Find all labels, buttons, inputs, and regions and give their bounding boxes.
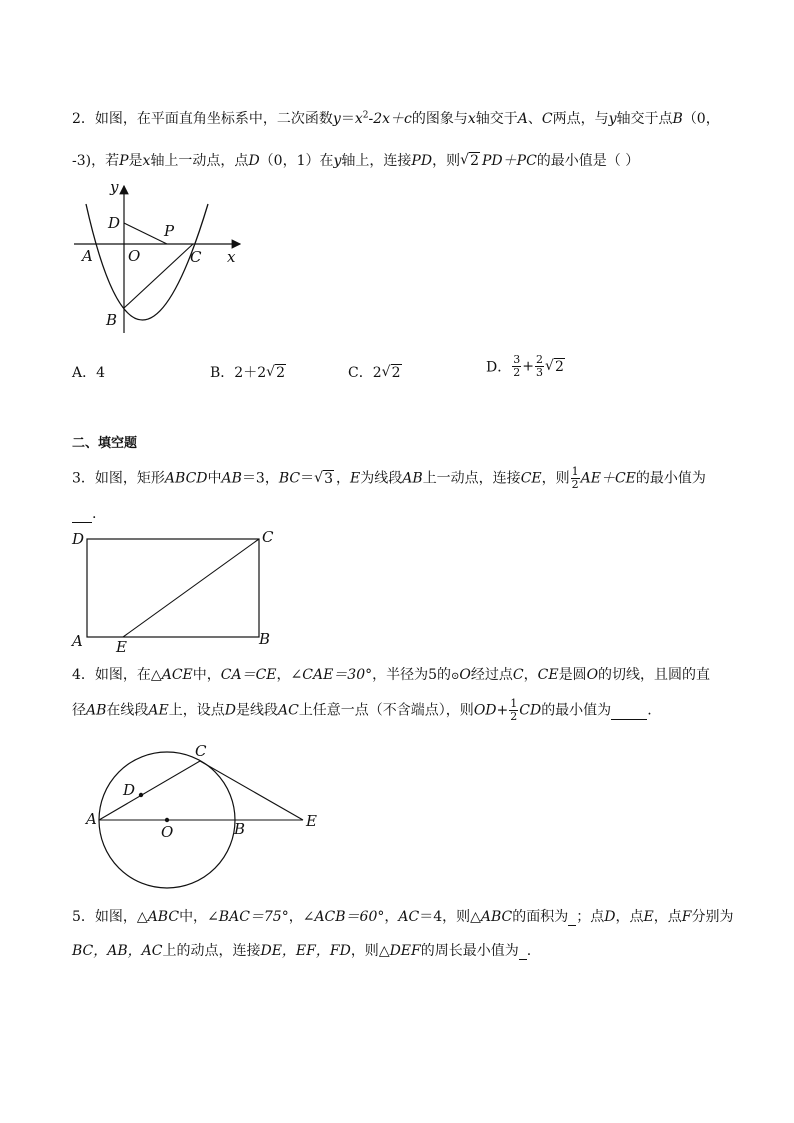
label-D: D [72, 530, 85, 548]
label-A: A [72, 632, 83, 650]
label-D: D [108, 214, 121, 232]
answer-blank[interactable] [519, 943, 527, 960]
option-b[interactable]: B．2＋2√ 2 [210, 362, 288, 382]
option-a[interactable]: A．4 [72, 365, 106, 381]
label-B: B [106, 311, 118, 329]
q3-line-2: . [72, 506, 96, 523]
label-y: y [110, 178, 119, 196]
segment-DP [124, 223, 167, 244]
label-B: B [234, 820, 246, 838]
label-C: C [262, 528, 274, 546]
section-title: 二、填空题 [72, 436, 138, 451]
segment-AC [99, 761, 200, 820]
label-B: B [259, 630, 271, 648]
label-C: C [195, 742, 207, 760]
q4-circle-figure [80, 740, 330, 870]
label-A: A [86, 810, 97, 828]
label-E: E [306, 812, 317, 830]
segment-CE [200, 761, 303, 820]
point-O [165, 818, 169, 822]
label-C: C [190, 248, 202, 266]
q3-line-1: 3．如图，矩形ABCD中AB＝3，BC＝√ 3 ，E为线段AB上一动点，连接CE，则 $\frac{1}{2}$ AE＋CE的最小值为 [72, 466, 706, 491]
q4-line-1: 4．如图，在△ACE中，CA＝CE，∠CAE＝30°，半径为5的⊙O经过点C，CE是圆O的切线，且圆的直 [72, 667, 711, 683]
segment-CE [123, 539, 259, 637]
label-D: D [123, 781, 136, 799]
q4-line-2: 径AB在线段AE上，设点D是线段AC上任意一点（不含端点），则OD+ $\frac{1}{2}$ CD的最小值为 . [72, 697, 652, 723]
q2-line-1: 2．如图，在平面直角坐标系中，二次函数$y=x^2-2x+c$的图象与x轴交于A、C两点，与y轴交于点B（0， [72, 110, 720, 127]
point-D [139, 793, 143, 797]
label-O: O [128, 247, 141, 265]
q2-parabola-figure [70, 178, 250, 338]
label-x: x [227, 248, 236, 266]
label-P: P [164, 222, 175, 240]
label-E: E [116, 638, 127, 656]
q3-rectangle-figure [66, 528, 286, 656]
q5-line-2: BC，AB，AC上的动点，连接DE，EF，FD，则△DEF的周长最小值为 . [72, 943, 532, 959]
label-A: A [82, 247, 93, 265]
rectangle-ABCD [87, 539, 259, 637]
q5-line-1: 5．如图，△ABC中，∠BAC＝75°，∠ACB＝60°，AC＝4，则△ABC的面积为 ；点D，点E，点F分别为 [72, 909, 734, 925]
q2-line-2: -3)，若P是x轴上一动点，点D（0，1）在y轴上，连接PD，则√ 2 PD＋PC的最小值是（ ） [72, 150, 639, 170]
answer-blank[interactable] [611, 703, 647, 720]
option-d[interactable]: D． $\frac{3}{2}$ + $\frac{2}{3}$ √ 2 [486, 354, 567, 379]
sqrt-symbol: √ 2 [460, 153, 482, 169]
option-c[interactable]: C．2√ 2 [348, 362, 404, 382]
label-O: O [161, 823, 174, 841]
answer-blank[interactable] [72, 506, 92, 523]
